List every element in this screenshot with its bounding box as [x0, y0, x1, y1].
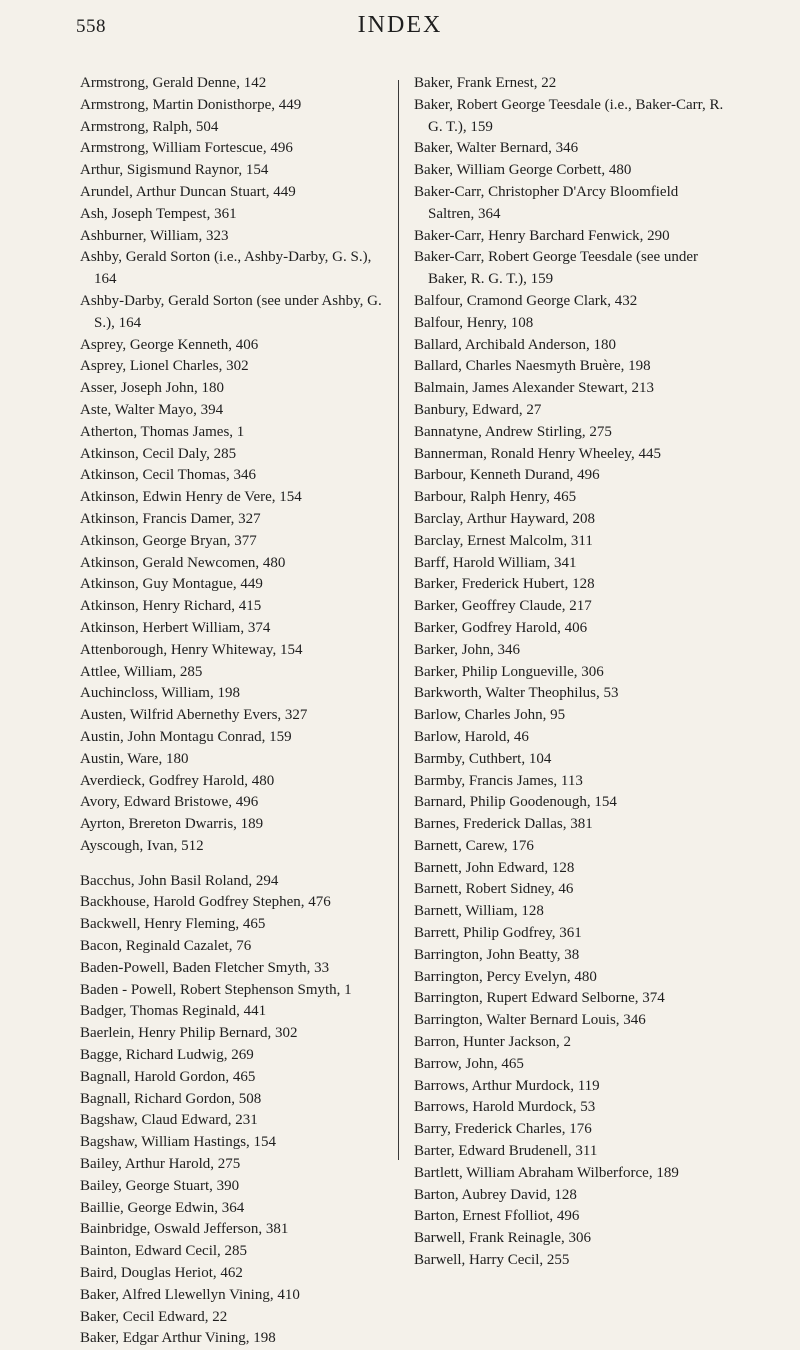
index-entry: Bacchus, John Basil Roland, 294: [80, 872, 279, 889]
index-entry: Barff, Harold William, 341: [414, 554, 577, 571]
index-entry: Ash, Joseph Tempest, 361: [80, 205, 237, 222]
index-entry: Barrington, John Beatty, 38: [414, 946, 580, 963]
index-entry: Barclay, Arthur Hayward, 208: [414, 510, 596, 527]
index-entry: Barrows, Arthur Murdock, 119: [414, 1077, 600, 1094]
page-header: [0, 0, 800, 70]
index-entry: Barter, Edward Brudenell, 311: [414, 1143, 598, 1160]
index-entry: Barnes, Frederick Dallas, 381: [414, 816, 593, 833]
index-entry: Bartlett, William Abraham Wilberforce, 189: [414, 1164, 679, 1181]
index-entry: Auchincloss, William, 198: [80, 685, 240, 702]
index-entry: Avory, Edward Bristowe, 496: [80, 794, 259, 811]
index-entry: Banbury, Edward, 27: [414, 401, 542, 418]
index-entry: Asser, Joseph John, 180: [80, 380, 224, 397]
index-entry: Baerlein, Henry Philip Bernard, 302: [80, 1025, 298, 1042]
index-entry: Bainbridge, Oswald Jefferson, 381: [80, 1221, 289, 1238]
index-entry: Barbour, Ralph Henry, 465: [414, 489, 577, 506]
index-entry: Barwell, Frank Reinagle, 306: [414, 1230, 592, 1247]
index-entry: Barrow, John, 465: [414, 1055, 524, 1072]
index-entry: Baker, Cecil Edward, 22: [80, 1308, 228, 1325]
index-entry: Barker, Philip Longueville, 306: [414, 663, 604, 680]
index-entry: Baker, Robert George Teesdale (i.e., Baker-Carr, R. G. T.), 159: [414, 96, 724, 135]
index-entry: Attenborough, Henry Whiteway, 154: [80, 641, 303, 658]
index-entry: Baker, Walter Bernard, 346: [414, 140, 579, 157]
index-entry: Atkinson, George Bryan, 377: [80, 532, 257, 549]
index-entry: Armstrong, William Fortescue, 496: [80, 140, 293, 157]
column-divider: [398, 80, 399, 1160]
index-entry: Aste, Walter Mayo, 394: [80, 401, 224, 418]
index-entry: Austin, Ware, 180: [80, 750, 189, 767]
index-entry: Atkinson, Cecil Daly, 285: [80, 445, 237, 462]
index-entry: Ashburner, William, 323: [80, 227, 229, 244]
index-entry: Atkinson, Cecil Thomas, 346: [80, 467, 256, 484]
index-entry: Atkinson, Herbert William, 374: [80, 619, 271, 636]
index-entry: Bagge, Richard Ludwig, 269: [80, 1047, 254, 1064]
index-column-right: [414, 73, 724, 1272]
index-entry: Barrington, Rupert Edward Selborne, 374: [414, 990, 665, 1007]
index-entry: Barry, Frederick Charles, 176: [414, 1121, 592, 1138]
index-entry: Baker-Carr, Robert George Teesdale (see under Baker, R. G. T.), 159: [414, 249, 699, 288]
index-entry: Barnett, John Edward, 128: [414, 859, 575, 876]
index-entry: Barnett, William, 128: [414, 903, 544, 920]
index-entry: Asprey, Lionel Charles, 302: [80, 358, 249, 375]
index-entry: Baker-Carr, Henry Barchard Fenwick, 290: [414, 227, 670, 244]
index-entry: Austin, John Montagu Conrad, 159: [80, 728, 292, 745]
index-entry: Atkinson, Gerald Newcomen, 480: [80, 554, 286, 571]
index-entry: Arthur, Sigismund Raynor, 154: [80, 162, 269, 179]
index-entry: Balfour, Henry, 108: [414, 314, 534, 331]
index-entry: Balfour, Cramond George Clark, 432: [414, 292, 638, 309]
index-entry: Barmby, Francis James, 113: [414, 772, 583, 789]
index-entry: Bannerman, Ronald Henry Wheeley, 445: [414, 445, 662, 462]
index-entry: Baden - Powell, Robert Stephenson Smyth, 1: [80, 981, 352, 998]
index-entry: Barbour, Kenneth Durand, 496: [414, 467, 600, 484]
index-entry: Baker, Alfred Llewellyn Vining, 410: [80, 1286, 300, 1303]
index-entry: Barnett, Carew, 176: [414, 837, 534, 854]
index-entry: Arundel, Arthur Duncan Stuart, 449: [80, 183, 296, 200]
index-entry: Bacon, Reginald Cazalet, 76: [80, 938, 252, 955]
index-entry: Armstrong, Ralph, 504: [80, 118, 219, 135]
index-entry: Backwell, Henry Fleming, 465: [80, 916, 266, 933]
index-entry: Ayrton, Brereton Dwarris, 189: [80, 816, 264, 833]
index-entry: Barlow, Harold, 46: [414, 728, 529, 745]
index-entry: Barker, John, 346: [414, 641, 521, 658]
index-entry: Ashby, Gerald Sorton (i.e., Ashby-Darby, G. S.), 164: [80, 249, 372, 288]
index-entry: Baker, Edgar Arthur Vining, 198: [80, 1330, 276, 1347]
index-entry: Atkinson, Henry Richard, 415: [80, 598, 262, 615]
index-entry: Bailey, Arthur Harold, 275: [80, 1156, 241, 1173]
index-entry: Barron, Hunter Jackson, 2: [414, 1034, 572, 1051]
index-entry: Balmain, James Alexander Stewart, 213: [414, 380, 654, 397]
index-entry: Barnett, Robert Sidney, 46: [414, 881, 574, 898]
index-entry: Barkworth, Walter Theophilus, 53: [414, 685, 619, 702]
index-entry: Asprey, George Kenneth, 406: [80, 336, 259, 353]
index-entry: Atkinson, Guy Montague, 449: [80, 576, 263, 593]
index-entry: Armstrong, Martin Donisthorpe, 449: [80, 96, 302, 113]
index-entry: Barrows, Harold Murdock, 53: [414, 1099, 596, 1116]
index-entry: Atkinson, Edwin Henry de Vere, 154: [80, 489, 302, 506]
index-entry: Attlee, William, 285: [80, 663, 203, 680]
index-entry: Barker, Frederick Hubert, 128: [414, 576, 595, 593]
index-entry: Barnard, Philip Goodenough, 154: [414, 794, 617, 811]
index-entry: Barton, Ernest Ffolliot, 496: [414, 1208, 580, 1225]
index-entry: Bagnall, Richard Gordon, 508: [80, 1090, 262, 1107]
index-entry: Barton, Aubrey David, 128: [414, 1186, 577, 1203]
index-entry: Atherton, Thomas James, 1: [80, 423, 245, 440]
index-entry: Baker, Frank Ernest, 22: [414, 75, 557, 91]
index-entry: Barlow, Charles John, 95: [414, 707, 566, 724]
index-entry: Barrington, Walter Bernard Louis, 346: [414, 1012, 646, 1029]
page-number: 558: [76, 16, 106, 37]
index-entry: Barmby, Cuthbert, 104: [414, 750, 552, 767]
index-entry: Bainton, Edward Cecil, 285: [80, 1243, 248, 1260]
index-entry: Ashby-Darby, Gerald Sorton (see under Ashby, G. S.), 164: [80, 292, 382, 331]
index-column-left: [80, 73, 390, 1350]
page-title: INDEX: [357, 12, 443, 38]
index-entry: Bagnall, Harold Gordon, 465: [80, 1068, 256, 1085]
index-entry: Backhouse, Harold Godfrey Stephen, 476: [80, 894, 331, 911]
index-entry: Ayscough, Ivan, 512: [80, 837, 204, 854]
index-entry: Armstrong, Gerald Denne, 142: [80, 75, 267, 91]
index-entry: Ballard, Archibald Anderson, 180: [414, 336, 617, 353]
index-entry: Austen, Wilfrid Abernethy Evers, 327: [80, 707, 308, 724]
index-entry: Bagshaw, William Hastings, 154: [80, 1134, 277, 1151]
index-entry: Baker-Carr, Christopher D'Arcy Bloomfield Saltren, 364: [414, 183, 679, 222]
index-entry: Baker, William George Corbett, 480: [414, 162, 632, 179]
index-entry: Bagshaw, Claud Edward, 231: [80, 1112, 258, 1129]
index-entry: Barker, Godfrey Harold, 406: [414, 619, 588, 636]
index-entry: Bailey, George Stuart, 390: [80, 1177, 240, 1194]
index-entry: Barclay, Ernest Malcolm, 311: [414, 532, 593, 549]
index-entry: Baden-Powell, Baden Fletcher Smyth, 33: [80, 959, 330, 976]
index-entry: Badger, Thomas Reginald, 441: [80, 1003, 267, 1020]
index-entry: Barrington, Percy Evelyn, 480: [414, 968, 597, 985]
index-entry: Bannatyne, Andrew Stirling, 275: [414, 423, 612, 440]
index-entry: Averdieck, Godfrey Harold, 480: [80, 772, 275, 789]
index-entry: Ballard, Charles Naesmyth Bruère, 198: [414, 358, 651, 375]
index-entry: Barker, Geoffrey Claude, 217: [414, 598, 592, 615]
index-entry: Atkinson, Francis Damer, 327: [80, 510, 261, 527]
index-entry: Barwell, Harry Cecil, 255: [414, 1252, 570, 1269]
index-entry: Baillie, George Edwin, 364: [80, 1199, 245, 1216]
index-entry: Barrett, Philip Godfrey, 361: [414, 925, 582, 942]
index-entry: Baird, Douglas Heriot, 462: [80, 1265, 243, 1282]
